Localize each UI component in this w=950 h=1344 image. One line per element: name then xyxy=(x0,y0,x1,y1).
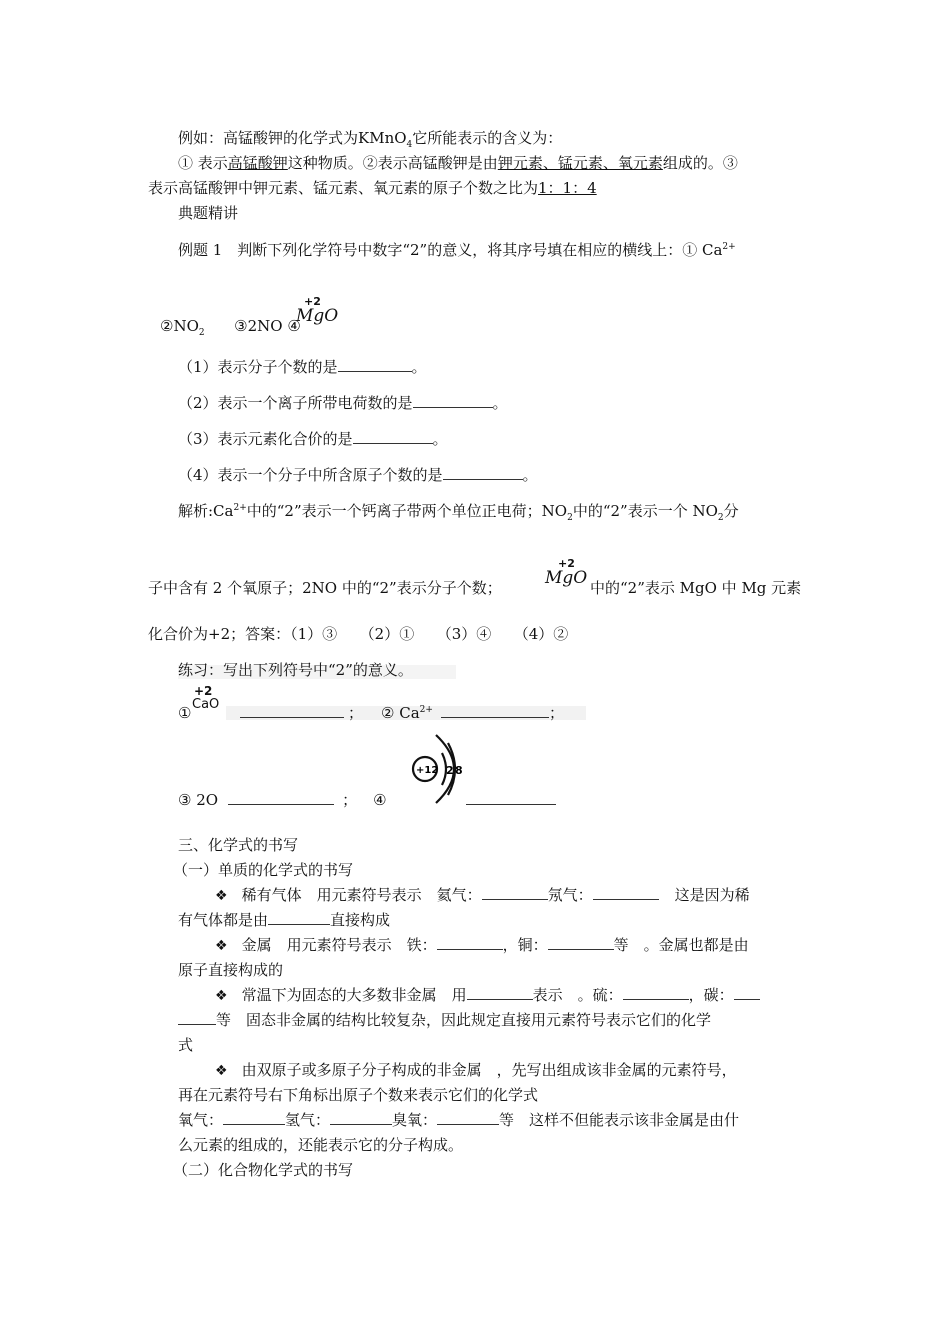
example-stem xyxy=(178,240,736,260)
bullet-text: 氢气： xyxy=(285,1111,331,1129)
cao-valence: +2 xyxy=(194,684,213,698)
analysis-line-3: 化合价为+2；答案：（1）③ （2）① （3）④ （4）② xyxy=(148,625,569,643)
answer-blank[interactable] xyxy=(593,885,659,900)
separator: ； xyxy=(548,704,564,722)
bullet-text: ，铜： xyxy=(502,936,548,954)
practice-item-3: ③ 2O xyxy=(178,791,219,809)
bullet-text: 直接构成 xyxy=(330,911,391,929)
bullet-text: 金属 用元素符号表示 铁： xyxy=(241,936,437,954)
separator: ； xyxy=(342,791,358,809)
bullet-4-line-1 xyxy=(215,1060,737,1081)
underlined-answer: 高锰酸钾 xyxy=(227,154,288,172)
question-text: （4）表示一个分子中所含原子个数的是 xyxy=(178,466,443,484)
mgo-formula: MgO xyxy=(545,568,588,588)
oxygen-line-2: 么元素的组成的，还能表示它的分子构成。 xyxy=(178,1136,464,1154)
underlined-answer: 钾元素、锰元素、氧元素 xyxy=(497,154,663,172)
answer-blank[interactable] xyxy=(443,465,523,480)
bullet-3-line-2 xyxy=(178,1010,711,1030)
item-4-marker: ④ xyxy=(287,317,301,335)
answer-blank[interactable] xyxy=(437,935,503,950)
cao-formula: CaO xyxy=(192,697,220,712)
bullet-text: 臭氧： xyxy=(392,1111,438,1129)
bullet-text: 等 。金属也都是由 xyxy=(613,936,749,954)
bullet-4-line-2: 再在元素符号右下角标出原子个数来表示它们的化学式 xyxy=(178,1086,539,1104)
answer-blank[interactable] xyxy=(178,1010,216,1025)
section3-sub2: （二）化合物化学式的书写 xyxy=(173,1161,354,1179)
question-2 xyxy=(178,393,508,413)
atom-structure-diagram xyxy=(408,733,470,805)
superscript: 2+ xyxy=(722,242,736,252)
practice-title: 练习：写出下列符号中“2”的意义。 xyxy=(178,661,413,679)
mgo-formula: MgO xyxy=(296,306,339,326)
analysis-line-1 xyxy=(178,501,739,521)
answer-blank[interactable] xyxy=(466,790,556,805)
intro-line-3 xyxy=(148,178,597,198)
section3-sub1: （一）单质的化学式的书写 xyxy=(173,861,354,879)
superscript: 2+ xyxy=(419,705,433,715)
bullet-text: 等 这样不但能表示该非金属是由什 xyxy=(499,1111,740,1129)
bullet-1-line-1 xyxy=(215,885,750,906)
question-3 xyxy=(178,429,448,449)
intro-text: 这种物质。②表示高锰酸钾是由 xyxy=(287,154,498,172)
section3-title: 三、化学式的书写 xyxy=(178,836,299,854)
subscript: 2 xyxy=(198,328,205,338)
answer-blank[interactable] xyxy=(268,910,330,925)
oxygen-line xyxy=(178,1110,739,1130)
diamond-bullet-icon: ❖ xyxy=(215,988,228,1004)
shell-1-count: 2 xyxy=(446,764,454,777)
practice-blanks-row-1 xyxy=(240,703,564,723)
answer-blank[interactable] xyxy=(338,357,412,372)
subscript: 4 xyxy=(406,140,413,150)
intro-line-1 xyxy=(178,128,562,148)
period: 。 xyxy=(522,466,538,484)
answer-blank[interactable] xyxy=(482,885,548,900)
item-no2: ②NO xyxy=(160,317,199,335)
bullet-2-line-2: 原子直接构成的 xyxy=(178,961,284,979)
question-text: （2）表示一个离子所带电荷数的是 xyxy=(178,394,413,412)
analysis-text: 中的“2”表示一个钙离子带两个单位正电荷；NO xyxy=(246,502,568,520)
intro-text: 组成的。③ xyxy=(662,154,738,172)
practice-item-1-marker: ① xyxy=(178,704,192,722)
example-items xyxy=(160,316,301,336)
superscript: 2+ xyxy=(233,503,247,513)
intro-text: 它所能表示的含义为： xyxy=(412,129,563,147)
answer-blank[interactable] xyxy=(413,393,493,408)
mgo-valence: +2 xyxy=(304,295,321,308)
period: 。 xyxy=(492,394,508,412)
answer-blank[interactable] xyxy=(548,935,614,950)
intro-text: 例如：高锰酸钾的化学式为KMnO xyxy=(178,129,407,147)
nucleus-label: +12 xyxy=(416,765,439,776)
analysis-text: 解析:Ca xyxy=(178,502,234,520)
answer-blank[interactable] xyxy=(353,429,433,444)
answer-blank[interactable] xyxy=(228,790,334,805)
practice-item-2: ② Ca xyxy=(381,704,420,722)
bullet-2-line-1 xyxy=(215,935,749,956)
analysis-line-2b: 中的“2”表示 MgO 中 Mg 元素 xyxy=(590,579,802,597)
diamond-bullet-icon: ❖ xyxy=(215,1063,228,1079)
question-1 xyxy=(178,357,427,377)
period: 。 xyxy=(411,358,427,376)
analysis-line-2a xyxy=(148,578,502,598)
analysis-text: 子中含有 2 个氧原子；2NO 中的“2”表示分子个数； xyxy=(148,579,502,597)
intro-line-2 xyxy=(178,153,738,173)
bullet-text: 稀有气体 用元素符号表示 氦气： xyxy=(241,886,482,904)
bullet-text: ，碳： xyxy=(688,986,734,1004)
bullet-1-line-2 xyxy=(178,910,390,930)
mgo-valence: +2 xyxy=(558,557,575,570)
bullet-text: 这是因为稀 xyxy=(674,886,750,904)
answer-blank[interactable] xyxy=(441,703,549,718)
subscript: 2 xyxy=(567,513,573,523)
bullet-text: 等 固态非金属的结构比较复杂，因此规定直接用元素符号表示它们的化学 xyxy=(216,1011,712,1029)
practice-item-4: ④ xyxy=(373,791,387,809)
analysis-text: 中的“2”表示一个 NO xyxy=(572,502,718,520)
diamond-bullet-icon: ❖ xyxy=(215,938,228,954)
answer-blank[interactable] xyxy=(240,703,344,718)
bullet-text: 常温下为固态的大多数非金属 用 xyxy=(241,986,467,1004)
bullet-text: 氖气： xyxy=(547,886,593,904)
bullet-3-line-1 xyxy=(215,985,760,1006)
analysis-text: 分 xyxy=(723,502,739,520)
practice-row-2-blank xyxy=(466,790,556,810)
section-title: 典题精讲 xyxy=(178,204,239,222)
bullet-text: 有气体都是由 xyxy=(178,911,269,929)
subscript: 2 xyxy=(717,513,724,523)
shell-2-count: 8 xyxy=(455,764,463,777)
bullet-3-line-3: 式 xyxy=(178,1036,194,1054)
example-text: 例题 1 判断下列化学符号中数字“2”的意义，将其序号填在相应的横线上：① Ca xyxy=(178,241,723,259)
answer-blank[interactable] xyxy=(330,1110,392,1125)
question-4 xyxy=(178,465,538,485)
practice-row-2 xyxy=(178,790,387,810)
question-text: （3）表示元素化合价的是 xyxy=(178,430,353,448)
underlined-answer: 1：1：4 xyxy=(538,179,597,197)
answer-blank[interactable] xyxy=(437,1110,499,1125)
intro-text: ① 表示 xyxy=(178,154,228,172)
intro-text: 表示高锰酸钾中钾元素、锰元素、氧元素的原子个数之比为 xyxy=(148,179,539,197)
bullet-text: 表示 。硫： xyxy=(532,986,623,1004)
item-2no: ③2NO xyxy=(234,317,283,335)
bullet-text: 氧气： xyxy=(178,1111,224,1129)
answer-blank[interactable] xyxy=(467,985,533,1000)
answer-blank[interactable] xyxy=(734,985,760,1000)
bullet-text: 由双原子或多原子分子构成的非金属 ，先写出组成该非金属的元素符号， xyxy=(241,1061,737,1079)
answer-blank[interactable] xyxy=(623,985,689,1000)
answer-blank[interactable] xyxy=(223,1110,285,1125)
question-text: （1）表示分子个数的是 xyxy=(178,358,338,376)
period: 。 xyxy=(432,430,448,448)
separator: ； xyxy=(348,704,364,722)
diamond-bullet-icon: ❖ xyxy=(215,888,228,904)
